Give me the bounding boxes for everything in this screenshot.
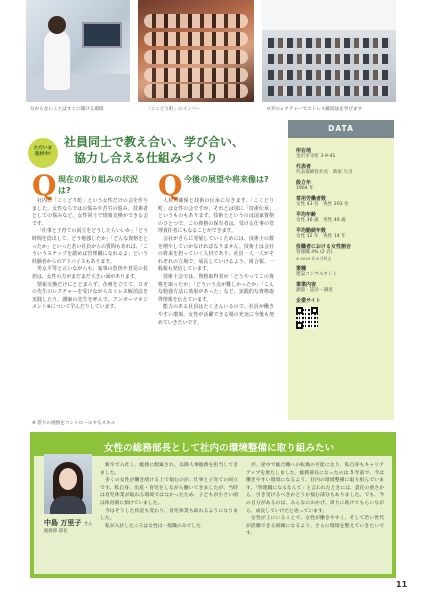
interview-box <box>30 432 396 578</box>
question-title: 今後の展望や将来像は? <box>184 175 269 184</box>
data-label: 企業サイト <box>296 298 321 304</box>
q-mark: Q <box>32 169 57 202</box>
photo-strip <box>26 0 396 112</box>
data-value: 代表取締役社長 新家 久司 <box>296 170 353 175</box>
person-role: 総務部 部長 <box>44 529 68 534</box>
page-number: 11 <box>396 580 408 589</box>
group-members-photo <box>138 0 254 102</box>
data-note: ※ 2019 年 8 月時点 <box>296 256 332 261</box>
data-value: 1964 年 <box>296 186 314 191</box>
section-heading: 社員同士で教え合い、学び合い、 協力し合える仕組みづくり <box>64 135 245 165</box>
person-name: 中島 万里子 さん <box>44 519 93 527</box>
question-title: 現在の取り組みの状況は? <box>58 175 138 195</box>
data-header: DATA <box>288 120 394 138</box>
interview-text-col1: 新卒で入社し、総務に配属され、以降人事総務を担当してきました。 多くの女性が働き続ける上で悩むのが、仕事と子育ての両立です。私自身、出産・育児をしながら働いてきましたが、当時は育児休業が取れる環境ではなかったため、子どもが小さい頃は保育園に預けていました。 今はそうした状況も変わり、育児休業も取れるようになりました。 私が入社したころは女性は一般職のみでした <box>100 463 238 529</box>
data-label: 設立年 <box>296 180 312 186</box>
data-label: 代表者 <box>296 164 312 170</box>
answer-1-body: 社内に「こくどり町」という女性だけの会を作りました。女性ならではの悩みや苦労の悩み、技術者としての悩みなど、女性同士で情報交換ができる会です。 「仕事と子育ての両立をどうしたらいいか」「どう時間を捻出して、どう勉強したか」「どんな資格をとったか」といった若い社員からの質問もあれば、「こういうステップを踏めば管理職になれるよ」という経験者からのアドバイスもあります。 男女平等と言いながらも、家事の負担や育児の負担は、女性の方がまだまだ大きい面があります。 情報交換だけにとどまらず、企画を立てて、ヨガの先生のレクチャーを受けながらストレス解消法を実践したり、講師の先生を呼んで、アンガーマネジメント※について学んだりしています。 <box>32 198 148 311</box>
data-value: 女性 12 年 男性 14 年 <box>296 234 346 239</box>
photo-caption-2: 「こくどり町」のメンバー <box>146 107 201 112</box>
portrait-photo <box>44 454 92 514</box>
photo-caption-1: 分からないことはすぐに聞ける環境 <box>30 107 104 112</box>
company-data-panel <box>288 120 394 420</box>
data-label: 業種 <box>296 266 307 272</box>
data-value: 測量・設計・調査 <box>296 288 333 293</box>
qr-code-icon[interactable] <box>296 307 318 329</box>
q-mark: Q <box>158 169 183 202</box>
data-value: 女性 43 名 男性 203 名 <box>296 202 349 207</box>
data-label: 常用労働者数 <box>296 196 327 202</box>
data-label: 所在地 <box>296 148 312 154</box>
data-label: 役職者における女性割合 <box>296 244 352 250</box>
data-label: 事業内容 <box>296 282 317 288</box>
data-value: 建設コンサルタント <box>296 272 337 277</box>
office-desk-photo <box>26 0 130 102</box>
interview-title: 女性の総務部長として社内の環境整備に取り組みたい <box>104 443 335 454</box>
photo-caption-3: ヨガのレクチャーでストレス解消法を学びます <box>266 107 363 112</box>
data-value: 金沢市寺町 3-9-41 <box>296 154 336 159</box>
yoga-lecture-photo <box>262 0 396 102</box>
data-value: 女性 36 歳 男性 46 歳 <box>296 218 346 223</box>
answer-2-body: 人材の確保と技術の伝承に尽きます。「こくどり町」は女性の会ですが、それとは別に「技術伝承」というものもあります。技術士というのは国家資格のひとつで、この資格の保有者は、受ける仕事の管理責任者にもなることができます。 会社がさらに発展していくためには、技術士の数を増やしていかなければなりません。技術士は会社の将来を担っていく人材であり、社員一人一人がそれぞれの立場で、成長していけるよう、組合報、一般報も発信しています。 技術士会では、資格取得者が「どうやってこの資格を取ったか」「どういう点が難しかったか」「こんな勉強方法に効果があった」など、実践的な資格取得情報を伝えています。 能力のある社員はたくさんいるので、社員が働きやすい環境、女性が活躍できる場の充実に今後も努めていきたいです。 <box>158 198 274 326</box>
data-label: 平均勤続年数 <box>296 228 327 234</box>
data-label: 平均年齢 <box>296 212 317 218</box>
interview-text-col2: が、途中で総合職への転換の可能になり、私自身もキャリアアップを果たしました。総務部長になったのは 3 年前で、今は働きやすい環境になるよう、社内の環境整備に取り組んでいます。「管理職になるなんて」と言われたときには、責任の重さから、引き受けるべきかどうか悩む部分もありました。でも、今の自分があるのは、みんなのおかげ。周りに助けてもらいながら、成長していけたと思っています。 女性が上にいることで、女性が働きやすく、そして若い世代が活躍できる組織になるよう、さらに環境を整えていきたいです。 <box>246 463 384 537</box>
interview-badge: ただいま 取材中! <box>28 138 58 168</box>
data-value: 管理職 4% (2 名) <box>296 250 333 255</box>
footnote: ※ 怒りの感情をコントロールするスキル <box>32 421 116 426</box>
